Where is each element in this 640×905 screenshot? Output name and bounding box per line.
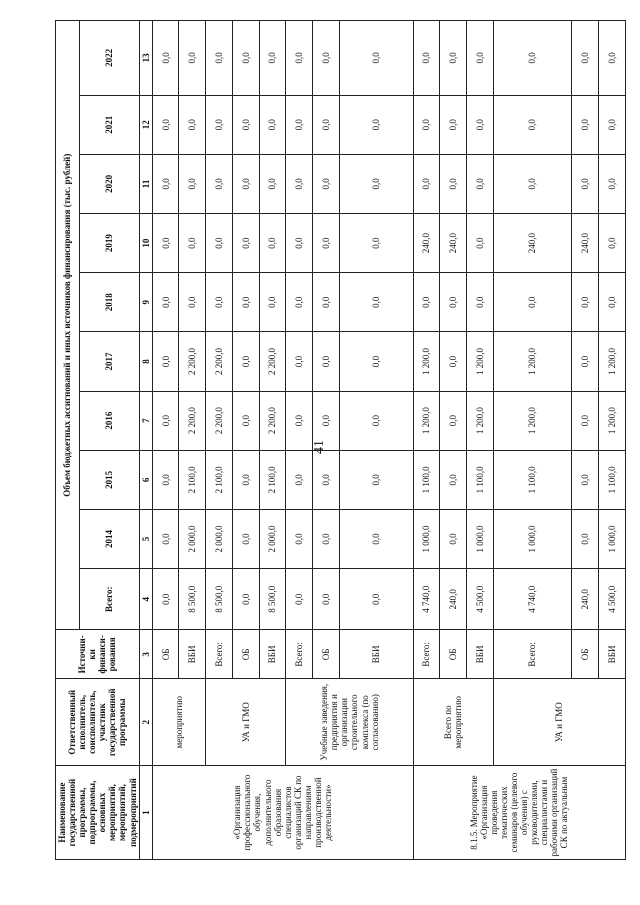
section1-name: «Организация профессионального обучения, дополнительного образования специалистов организаций СК по направлениям производственной деятельности» [152, 766, 413, 860]
value-cell: 0,0 [572, 450, 599, 509]
value-cell: 0,0 [440, 273, 467, 332]
header-source: Источни-ки финанси-рования [56, 630, 140, 679]
value-cell: 0,0 [206, 214, 233, 273]
value-cell: 8 500,0 [206, 569, 233, 630]
value-cell: 2 100,0 [259, 450, 286, 509]
value-cell: 0,0 [440, 332, 467, 391]
value-cell: 0,0 [152, 569, 179, 630]
col-number: 2 [139, 679, 152, 766]
section2-exec-a: Всего по мероприятию [413, 679, 493, 766]
source-cell: Всего: [206, 630, 233, 679]
value-cell: 0,0 [413, 273, 440, 332]
value-cell: 0,0 [232, 95, 259, 154]
value-cell: 4 740,0 [413, 569, 440, 630]
value-cell: 0,0 [179, 273, 206, 332]
value-cell: 0,0 [312, 391, 339, 450]
source-cell: ОБ [232, 630, 259, 679]
source-cell: ОБ [440, 630, 467, 679]
value-cell: 0,0 [339, 273, 413, 332]
value-cell: 0,0 [493, 273, 571, 332]
value-cell: 1 200,0 [598, 332, 625, 391]
value-cell: 0,0 [312, 214, 339, 273]
page-number: 41 [312, 440, 327, 454]
value-cell: 0,0 [152, 391, 179, 450]
value-cell: 240,0 [572, 214, 599, 273]
section2-name: 8.1.5. Мероприятие «Организация проведения тематических семинаров (целевого обучения) с руководителями, специалистами и рабочими организаций СК по актуальным [413, 766, 625, 860]
value-cell: 1 100,0 [598, 450, 625, 509]
value-cell: 4 500,0 [598, 569, 625, 630]
value-cell: 0,0 [286, 95, 313, 154]
header-year: 2022 [79, 21, 139, 96]
value-cell: 0,0 [232, 509, 259, 568]
value-cell: 0,0 [232, 273, 259, 332]
header-year: 2017 [79, 332, 139, 391]
col-number: 7 [139, 391, 152, 450]
value-cell: 0,0 [312, 509, 339, 568]
value-cell: 0,0 [339, 450, 413, 509]
value-cell: 1 100,0 [493, 450, 571, 509]
col-number: 6 [139, 450, 152, 509]
header-funding-group: Объем бюджетных ассигнований и иных источников финансирования (тыс. рублей) [56, 21, 80, 630]
value-cell: 0,0 [598, 273, 625, 332]
source-cell: ОБ [152, 630, 179, 679]
value-cell: 2 000,0 [206, 509, 233, 568]
value-cell: 0,0 [152, 332, 179, 391]
col-number: 8 [139, 332, 152, 391]
value-cell: 0,0 [259, 95, 286, 154]
value-cell: 0,0 [493, 21, 571, 96]
value-cell: 0,0 [493, 95, 571, 154]
value-cell: 0,0 [179, 154, 206, 213]
value-cell: 2 200,0 [179, 332, 206, 391]
value-cell: 0,0 [467, 95, 494, 154]
value-cell: 0,0 [440, 21, 467, 96]
value-cell: 0,0 [339, 391, 413, 450]
source-cell: ВБИ [179, 630, 206, 679]
source-cell: ВБИ [598, 630, 625, 679]
header-year: 2015 [79, 450, 139, 509]
value-cell: 1 000,0 [598, 509, 625, 568]
value-cell: 4 740,0 [493, 569, 571, 630]
value-cell: 0,0 [572, 273, 599, 332]
value-cell: 0,0 [312, 21, 339, 96]
source-cell: ВБИ [339, 630, 413, 679]
value-cell: 2 200,0 [206, 332, 233, 391]
value-cell: 2 100,0 [179, 450, 206, 509]
value-cell: 4 500,0 [467, 569, 494, 630]
value-cell: 0,0 [232, 214, 259, 273]
value-cell: 0,0 [232, 569, 259, 630]
table-row [493, 21, 571, 860]
value-cell: 0,0 [286, 332, 313, 391]
value-cell: 0,0 [152, 450, 179, 509]
section1-exec-a: мероприятию [152, 679, 205, 766]
header-year: 2018 [79, 273, 139, 332]
value-cell: 2 000,0 [179, 509, 206, 568]
value-cell: 0,0 [598, 21, 625, 96]
value-cell: 8 500,0 [259, 569, 286, 630]
source-cell: ВБИ [467, 630, 494, 679]
value-cell: 0,0 [206, 95, 233, 154]
value-cell: 0,0 [286, 450, 313, 509]
value-cell: 0,0 [259, 154, 286, 213]
value-cell: 0,0 [440, 391, 467, 450]
value-cell: 0,0 [339, 154, 413, 213]
value-cell: 0,0 [572, 332, 599, 391]
value-cell: 0,0 [286, 509, 313, 568]
value-cell: 0,0 [232, 21, 259, 96]
value-cell: 0,0 [152, 95, 179, 154]
value-cell: 0,0 [413, 95, 440, 154]
value-cell: 0,0 [232, 332, 259, 391]
value-cell: 0,0 [467, 214, 494, 273]
value-cell: 0,0 [312, 332, 339, 391]
value-cell: 0,0 [286, 391, 313, 450]
table-row [413, 21, 440, 860]
value-cell: 2 100,0 [206, 450, 233, 509]
value-cell: 240,0 [440, 214, 467, 273]
value-cell: 0,0 [493, 154, 571, 213]
col-number: 13 [139, 21, 152, 96]
value-cell: 0,0 [259, 273, 286, 332]
value-cell: 0,0 [440, 95, 467, 154]
funding-table [55, 20, 626, 860]
value-cell: 0,0 [572, 509, 599, 568]
value-cell: 1 200,0 [413, 391, 440, 450]
value-cell: 1 000,0 [467, 509, 494, 568]
value-cell: 0,0 [206, 273, 233, 332]
header-year: 2020 [79, 154, 139, 213]
value-cell: 0,0 [572, 391, 599, 450]
value-cell: 1 200,0 [598, 391, 625, 450]
value-cell: 2 200,0 [179, 391, 206, 450]
value-cell: 0,0 [312, 95, 339, 154]
value-cell: 0,0 [179, 21, 206, 96]
value-cell: 0,0 [413, 154, 440, 213]
col-number: 5 [139, 509, 152, 568]
value-cell: 0,0 [312, 154, 339, 213]
value-cell: 0,0 [312, 273, 339, 332]
value-cell: 0,0 [286, 273, 313, 332]
value-cell: 0,0 [232, 391, 259, 450]
value-cell: 0,0 [152, 509, 179, 568]
value-cell: 0,0 [440, 509, 467, 568]
table-row [206, 21, 233, 860]
header-year: Всего: [79, 569, 139, 630]
value-cell: 0,0 [572, 21, 599, 96]
value-cell: 240,0 [413, 214, 440, 273]
col-number: 12 [139, 95, 152, 154]
value-cell: 1 200,0 [413, 332, 440, 391]
value-cell: 2 200,0 [259, 332, 286, 391]
value-cell: 0,0 [413, 21, 440, 96]
table-row [286, 21, 313, 860]
value-cell: 0,0 [259, 214, 286, 273]
value-cell: 0,0 [286, 214, 313, 273]
col-number: 4 [139, 569, 152, 630]
value-cell: 0,0 [206, 21, 233, 96]
value-cell: 0,0 [152, 154, 179, 213]
value-cell: 240,0 [572, 569, 599, 630]
table-row [152, 21, 179, 860]
value-cell: 0,0 [467, 21, 494, 96]
value-cell: 1 000,0 [413, 509, 440, 568]
value-cell: 0,0 [467, 154, 494, 213]
header-year: 2021 [79, 95, 139, 154]
col-number: 10 [139, 214, 152, 273]
value-cell: 0,0 [179, 95, 206, 154]
header-row-numbers [139, 21, 152, 860]
value-cell: 1 200,0 [467, 391, 494, 450]
col-number: 11 [139, 154, 152, 213]
value-cell: 0,0 [286, 154, 313, 213]
source-cell: ОБ [312, 630, 339, 679]
value-cell: 0,0 [440, 450, 467, 509]
value-cell: 0,0 [179, 214, 206, 273]
value-cell: 0,0 [339, 332, 413, 391]
value-cell: 0,0 [339, 509, 413, 568]
value-cell: 240,0 [493, 214, 571, 273]
value-cell: 0,0 [572, 95, 599, 154]
value-cell: 0,0 [598, 214, 625, 273]
value-cell: 0,0 [152, 214, 179, 273]
value-cell: 2 000,0 [259, 509, 286, 568]
source-cell: ОБ [572, 630, 599, 679]
table-body [152, 21, 625, 860]
col-number: 3 [139, 630, 152, 679]
col-number: 1 [139, 766, 152, 860]
value-cell: 0,0 [598, 95, 625, 154]
value-cell: 0,0 [312, 450, 339, 509]
value-cell: 1 200,0 [493, 391, 571, 450]
value-cell: 0,0 [232, 154, 259, 213]
source-cell: Всего: [413, 630, 440, 679]
value-cell: 1 000,0 [493, 509, 571, 568]
source-cell: ВБИ [259, 630, 286, 679]
source-cell: Всего: [286, 630, 313, 679]
value-cell: 1 100,0 [467, 450, 494, 509]
col-number: 9 [139, 273, 152, 332]
value-cell: 2 200,0 [206, 391, 233, 450]
value-cell: 0,0 [339, 569, 413, 630]
value-cell: 1 200,0 [493, 332, 571, 391]
source-cell: Всего: [493, 630, 571, 679]
value-cell: 0,0 [339, 214, 413, 273]
value-cell: 0,0 [339, 95, 413, 154]
section2-exec-b: УА и ГМО [493, 679, 625, 766]
value-cell: 0,0 [286, 569, 313, 630]
value-cell: 0,0 [206, 154, 233, 213]
value-cell: 1 100,0 [413, 450, 440, 509]
header-row-1 [56, 21, 80, 860]
header-name: Наименование государственной программы, подпрограммы, основных мероприятий, мероприятий, подмероприятий [56, 766, 140, 860]
value-cell: 0,0 [152, 273, 179, 332]
section1-exec-b: УА и ГМО [206, 679, 286, 766]
header-executor: Ответственный исполнитель, соисполнитель, участник государственной программы [56, 679, 140, 766]
value-cell: 8 500,0 [179, 569, 206, 630]
header-year: 2016 [79, 391, 139, 450]
value-cell: 0,0 [259, 21, 286, 96]
value-cell: 0,0 [286, 21, 313, 96]
value-cell: 0,0 [440, 154, 467, 213]
value-cell: 0,0 [572, 154, 599, 213]
value-cell: 0,0 [339, 21, 413, 96]
value-cell: 2 200,0 [259, 391, 286, 450]
header-year: 2019 [79, 214, 139, 273]
value-cell: 0,0 [598, 154, 625, 213]
value-cell: 0,0 [232, 450, 259, 509]
section1-exec-c: Учебные заведения, предприятия и организации строительного комплекса (по согласованию) [286, 679, 413, 766]
value-cell: 0,0 [467, 273, 494, 332]
value-cell: 240,0 [440, 569, 467, 630]
value-cell: 0,0 [312, 569, 339, 630]
header-year: 2014 [79, 509, 139, 568]
value-cell: 1 200,0 [467, 332, 494, 391]
rotated-table-wrapper [55, 20, 615, 860]
value-cell: 0,0 [152, 21, 179, 96]
